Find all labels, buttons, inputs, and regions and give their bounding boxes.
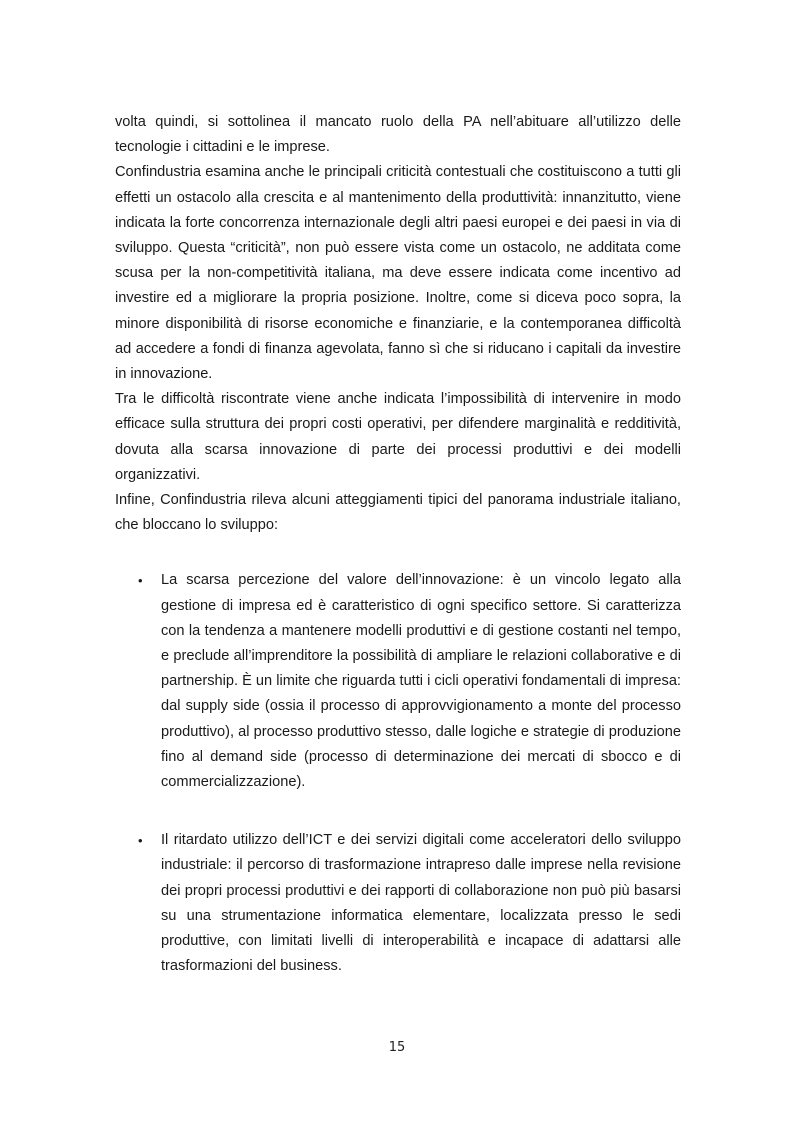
document-page — [115, 110, 681, 1013]
paragraph-2: Confindustria esamina anche le principali criticità contestuali che costituiscono a tutti gli effetti un ostacolo alla crescita e al mantenimento della produttività: innanzitutto, viene indicata la forte concorrenza internazionale degli altri paesi europei e dei paesi in via di sviluppo. Questa “criticità”, non può essere vista come un ostacolo, ne additata come scusa per la non-competitività italiana, ma deve essere indicata come incentivo ad investire ed a migliorare la propria posizione. Inoltre, come si diceva poco sopra, la minore disponibilità di risorse economiche e finanziarie, e la contemporanea difficoltà ad accedere a fondi di finanza agevolata, fanno sì che si riducano i capitali da investire in innovazione. — [115, 164, 681, 383]
list-item-text: La scarsa percezione del valore dell’innovazione: è un vincolo legato alla gestione di impresa ed è caratteristico di ogni specifico settore. Si caratterizza con la tendenza a mantenere modelli produttivi e di gestione costanti nel tempo, e preclude all’imprenditore la possibilità di ampliare le relazioni collaborative e di partnership. È un limite che riguarda tutti i cicli operativi fondamentali di impresa: dal supply side (ossia il processo di approvvigionamento a monte del processo produttivo), al processo produttivo stesso, dalle logiche e strategie di produzione fino al demand side (processo di determinazione dei mercati di sbocco e di commercializzazione). — [161, 572, 681, 791]
page-number: 15 — [388, 1040, 406, 1055]
paragraph-3: Tra le difficoltà riscontrate viene anche indicata l’impossibilità di intervenire in modo efficace sulla struttura dei propri costi operativi, per difendere marginalità e redditività, dovuta alla scarsa innovazione di parte dei processi produttivi e dei modelli organizzativi. — [115, 391, 681, 483]
list-item — [115, 568, 681, 795]
list-item — [115, 828, 681, 979]
list-item-text: Il ritardato utilizzo dell’ICT e dei servizi digitali come acceleratori dello sviluppo industriale: il percorso di trasformazione intrapreso dalle imprese nella revisione dei propri processi produttivi e dei rapporti di collaborazione non può più basarsi su una strumentazione informatica elementare, localizzata presso le sedi produttive, con limitati livelli di interoperabilità e incapace di adattarsi alle trasformazioni del business. — [161, 832, 681, 975]
paragraph-1: volta quindi, si sottolinea il mancato ruolo della PA nell’abituare all’utilizzo delle tecnologie i cittadini e le imprese. — [115, 114, 681, 156]
bullet-list — [115, 568, 681, 979]
paragraph-4: Infine, Confindustria rileva alcuni atteggiamenti tipici del panorama industriale italiano, che bloccano lo sviluppo: — [115, 492, 681, 534]
bullet-icon: • — [138, 833, 143, 849]
bullet-icon: • — [138, 573, 143, 589]
